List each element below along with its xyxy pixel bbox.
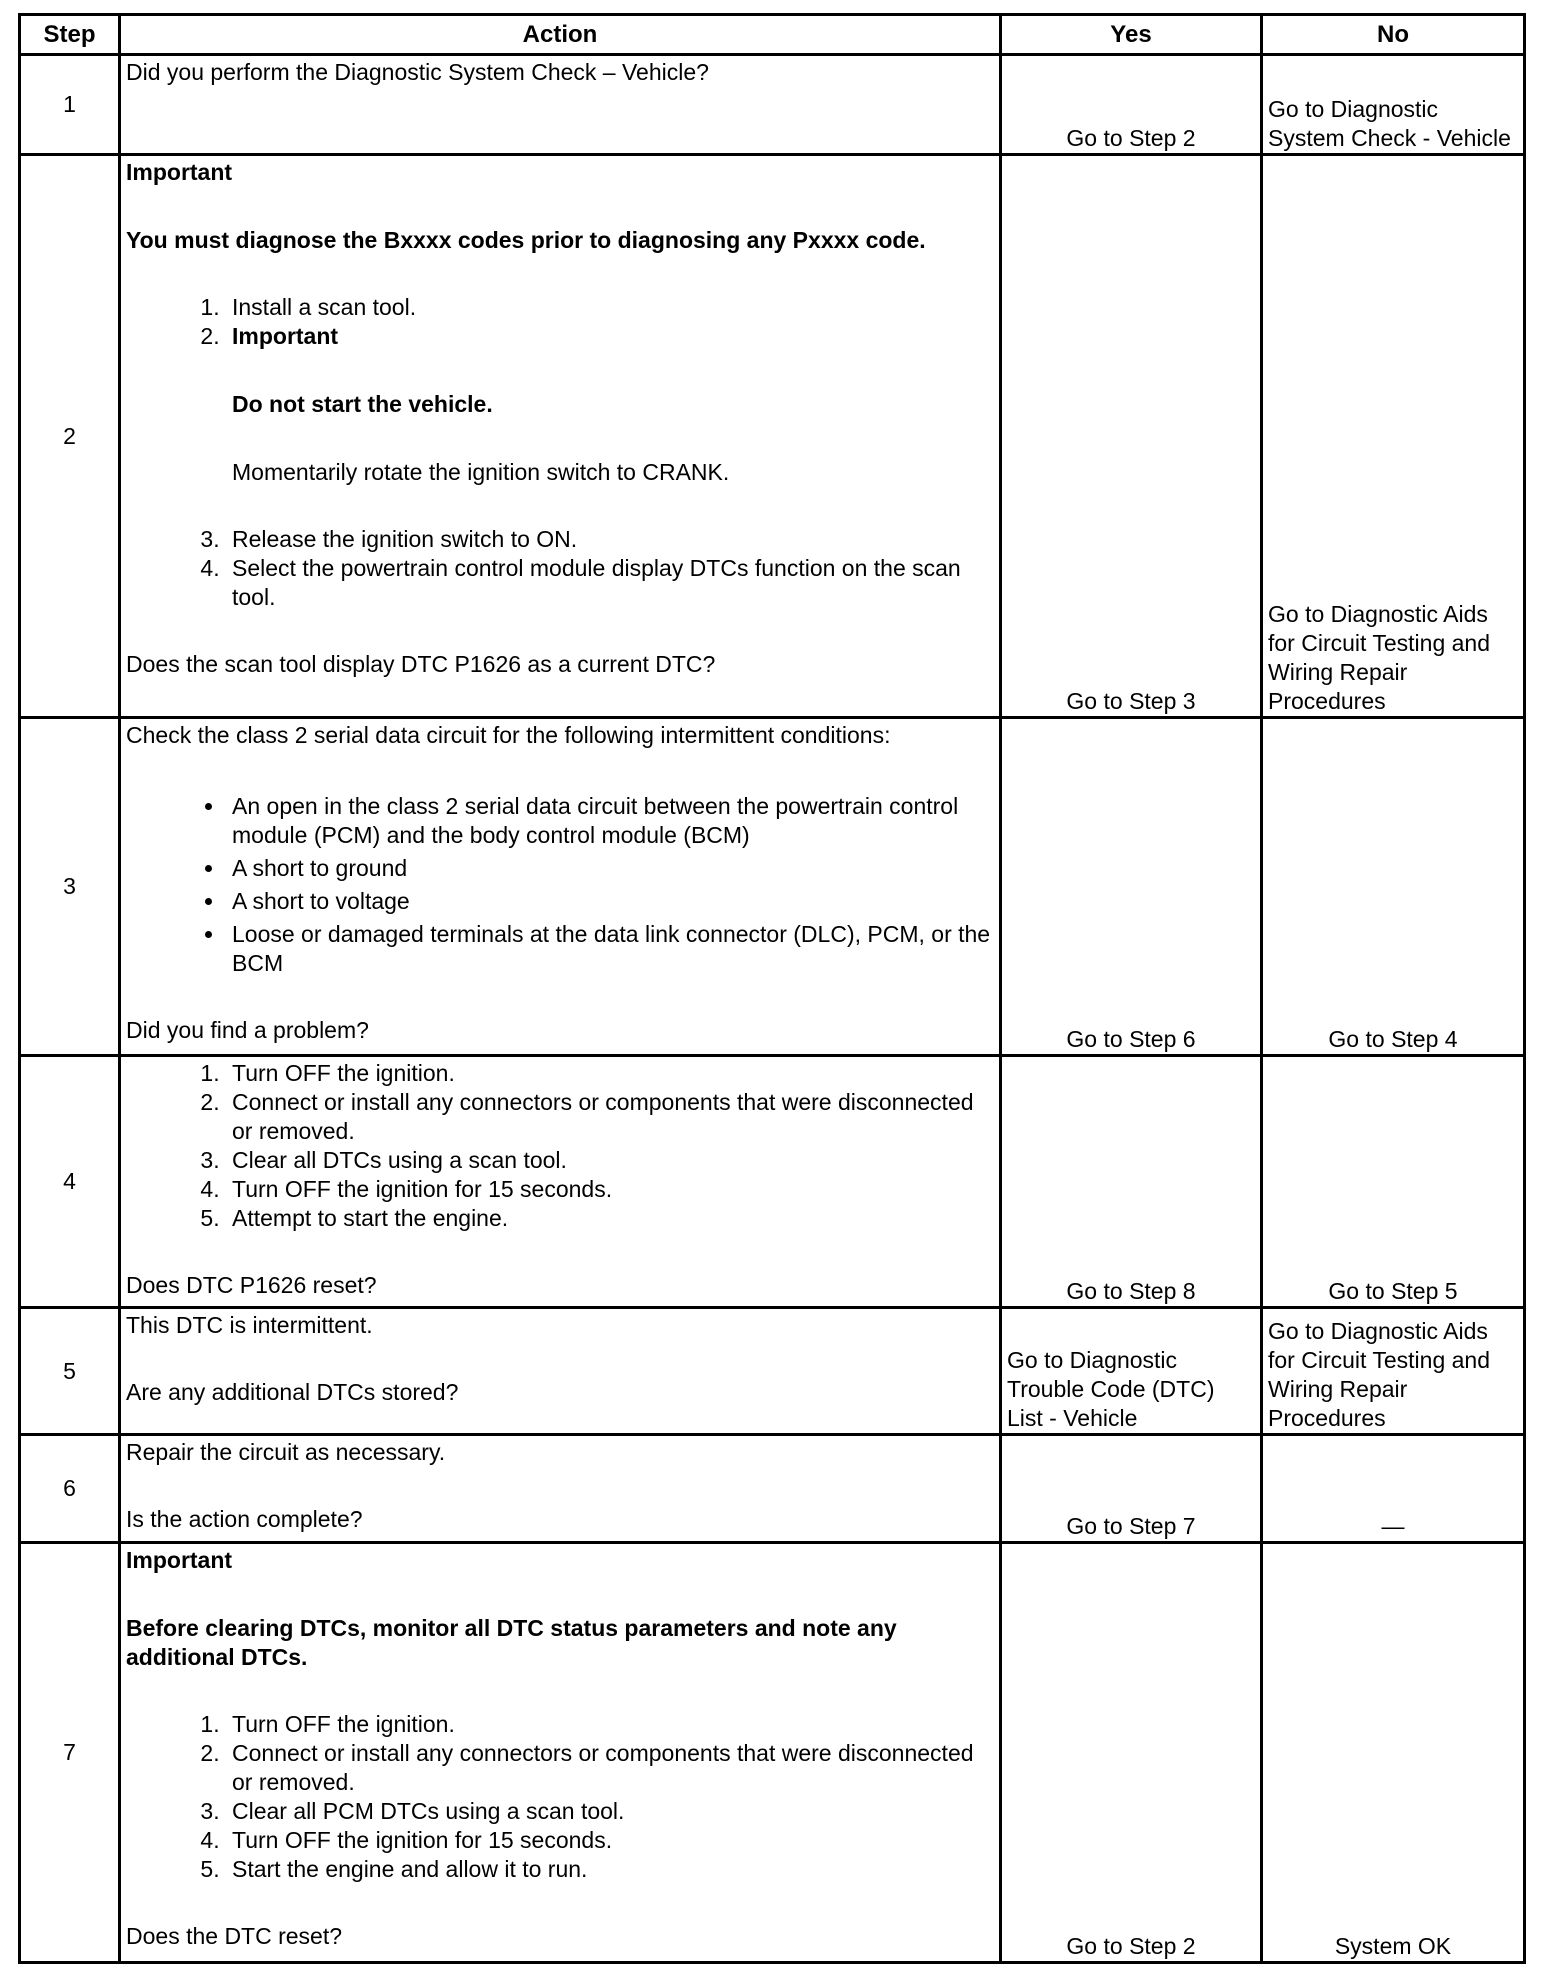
list-item: • A short to ground [226, 854, 994, 883]
list-item: • Loose or damaged terminals at the data link connector (DLC), PCM, or the BCM [226, 920, 994, 978]
list-item: 2. Connect or install any connectors or components that were disconnected or removed. [226, 1739, 994, 1797]
list-item: • A short to voltage [226, 887, 994, 916]
list-item: 5. Start the engine and allow it to run. [226, 1855, 994, 1884]
yes-cell: Go to Step 2 [1001, 1543, 1262, 1963]
step-number: 2 [20, 155, 120, 718]
list-item: 1. Turn OFF the ignition. [226, 1710, 994, 1739]
action-cell [120, 55, 1001, 155]
no-cell: Go to Diagnostic Aids for Circuit Testing and Wiring Repair Procedures [1262, 1308, 1525, 1435]
header-no: No [1262, 15, 1525, 55]
no-cell: System OK [1262, 1543, 1525, 1963]
list-item: • An open in the class 2 serial data circuit between the powertrain control module (PCM) and the body control module (BCM) [226, 792, 994, 850]
table-row [20, 55, 1525, 155]
step-number: 3 [20, 718, 120, 1056]
action-cell [120, 1056, 1001, 1308]
header-yes: Yes [1001, 15, 1262, 55]
yes-cell: Go to Step 3 [1001, 155, 1262, 718]
yes-cell: Go to Step 8 [1001, 1056, 1262, 1308]
important-note: Before clearing DTCs, monitor all DTC status parameters and note any additional DTCs. [126, 1615, 897, 1670]
no-cell: Go to Step 4 [1262, 718, 1525, 1056]
step-number: 7 [20, 1543, 120, 1963]
list-item: 2. Connect or install any connectors or components that were disconnected or removed. [226, 1088, 994, 1146]
procedure-list [181, 293, 994, 612]
list-item: 4. Select the powertrain control module display DTCs function on the scan tool. [226, 554, 994, 612]
important-label: Important [126, 159, 233, 185]
table-row [20, 1543, 1525, 1963]
list-item: 1. Turn OFF the ignition. [226, 1059, 994, 1088]
condition-list [181, 792, 994, 978]
table-row [20, 155, 1525, 718]
question: Are any additional DTCs stored? [126, 1379, 459, 1405]
no-cell: — [1262, 1435, 1525, 1543]
no-cell: Go to Diagnostic Aids for Circuit Testing and Wiring Repair Procedures [1262, 155, 1525, 718]
action-cell [120, 1435, 1001, 1543]
step-number: 6 [20, 1435, 120, 1543]
sub-important-label: Important [232, 323, 339, 349]
list-item: 4. Turn OFF the ignition for 15 seconds. [226, 1826, 994, 1855]
action-cell [120, 155, 1001, 718]
yes-cell: Go to Diagnostic Trouble Code (DTC) List - Vehicle [1001, 1308, 1262, 1435]
header-row [20, 15, 1525, 55]
no-cell: Go to Diagnostic System Check - Vehicle [1262, 55, 1525, 155]
action-cell [120, 1543, 1001, 1963]
diagnostic-table [18, 13, 1526, 1964]
question: Does DTC P1626 reset? [126, 1272, 377, 1298]
list-item: 5. Attempt to start the engine. [226, 1204, 994, 1233]
yes-cell: Go to Step 7 [1001, 1435, 1262, 1543]
list-item: 4. Turn OFF the ignition for 15 seconds. [226, 1175, 994, 1204]
question: Does the DTC reset? [126, 1923, 343, 1949]
important-label: Important [126, 1547, 233, 1573]
table-row [20, 1056, 1525, 1308]
intro-text: Check the class 2 serial data circuit for the following intermittent conditions: [126, 722, 891, 748]
procedure-list [181, 1059, 994, 1233]
step-number: 1 [20, 55, 120, 155]
question: Did you find a problem? [126, 1017, 369, 1043]
table-row [20, 1308, 1525, 1435]
question: Does the scan tool display DTC P1626 as a current DTC? [126, 651, 716, 677]
list-item [226, 322, 994, 525]
procedure-list [181, 1710, 994, 1884]
question: Did you perform the Diagnostic System Check – Vehicle? [126, 59, 709, 85]
list-item: 3. Clear all PCM DTCs using a scan tool. [226, 1797, 994, 1826]
action-cell [120, 718, 1001, 1056]
question: Is the action complete? [126, 1506, 363, 1532]
intro-text: This DTC is intermittent. [126, 1312, 373, 1338]
list-item: 3. Clear all DTCs using a scan tool. [226, 1146, 994, 1175]
list-item: 3. Release the ignition switch to ON. [226, 525, 994, 554]
yes-cell: Go to Step 6 [1001, 718, 1262, 1056]
list-item: 1. Install a scan tool. [226, 293, 994, 322]
intro-text: Repair the circuit as necessary. [126, 1439, 446, 1465]
sub-text: Momentarily rotate the ignition switch to CRANK. [232, 459, 730, 485]
step-number: 4 [20, 1056, 120, 1308]
header-action: Action [120, 15, 1001, 55]
table-row [20, 718, 1525, 1056]
table-row [20, 1435, 1525, 1543]
no-cell: Go to Step 5 [1262, 1056, 1525, 1308]
header-step: Step [20, 15, 120, 55]
step-number: 5 [20, 1308, 120, 1435]
sub-important-note: Do not start the vehicle. [232, 391, 493, 417]
yes-cell: Go to Step 2 [1001, 55, 1262, 155]
action-cell [120, 1308, 1001, 1435]
important-note: You must diagnose the Bxxxx codes prior to diagnosing any Pxxxx code. [126, 227, 926, 253]
